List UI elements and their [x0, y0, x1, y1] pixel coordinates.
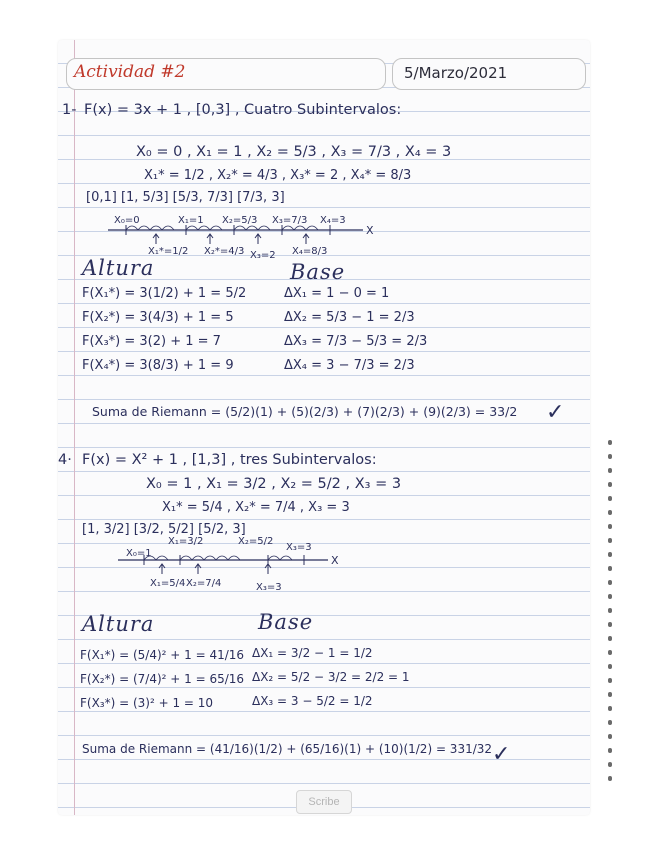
p4-top-label-2: X₂=5/2	[238, 536, 274, 547]
p1-top-label-0: X₀=0	[114, 215, 140, 226]
p1-check-mark: ✓	[546, 400, 565, 425]
p1-bottom-label-0: X₁*=1/2	[148, 246, 189, 257]
page-title: Actividad #2	[74, 62, 186, 82]
p1-height-3: F(X₄*) = 3(8/3) + 1 = 9	[82, 358, 234, 373]
p1-height-2: F(X₃*) = 3(2) + 1 = 7	[82, 334, 221, 349]
p4-bottom-label-1: X₂=7/4	[186, 578, 222, 589]
notebook-binding	[608, 440, 616, 820]
p1-base-0: ΔX₁ = 1 − 0 = 1	[284, 286, 390, 301]
problem-1-statement: F(x) = 3x + 1 , [0,3] , Cuatro Subintervalos:	[84, 102, 402, 118]
p1-top-label-3: X₃=7/3	[272, 215, 308, 226]
p4-axis-letter: X	[331, 554, 339, 567]
p1-bottom-label-1: X₂*=4/3	[204, 246, 245, 257]
problem-4-statement: F(x) = X² + 1 , [1,3] , tres Subintervalos:	[82, 452, 377, 468]
p4-height-1: F(X₂*) = (7/4)² + 1 = 65/16	[80, 672, 245, 686]
page-date: 5/Marzo/2021	[404, 64, 508, 82]
p4-top-label-0: X₀=1	[126, 548, 152, 559]
p4-riemann-sum: Suma de Riemann = (41/16)(1/2) + (65/16)(1) + (10)(1/2) = 331/32	[82, 742, 493, 756]
p4-top-label-1: X₁=3/2	[168, 536, 204, 547]
p1-height-1: F(X₂*) = 3(4/3) + 1 = 5	[82, 310, 234, 325]
p4-base-2: ΔX₃ = 3 − 5/2 = 1/2	[252, 694, 373, 708]
p1-bottom-label-3: X₄=8/3	[292, 246, 328, 257]
p1-base-3: ΔX₄ = 3 − 7/3 = 2/3	[284, 358, 415, 373]
p4-base-1: ΔX₂ = 5/2 − 3/2 = 2/2 = 1	[252, 670, 410, 684]
problem-1-points: X₀ = 0 , X₁ = 1 , X₂ = 5/3 , X₃ = 7/3 , X₄ = 3	[136, 144, 452, 160]
problem-1-midpoints: X₁* = 1/2 , X₂* = 4/3 , X₃* = 2 , X₄* = 8/3	[144, 168, 412, 183]
problem-4-points: X₀ = 1 , X₁ = 3/2 , X₂ = 5/2 , X₃ = 3	[146, 476, 402, 492]
p1-top-label-4: X₄=3	[320, 215, 346, 226]
p1-base-1: ΔX₂ = 5/3 − 1 = 2/3	[284, 310, 415, 325]
problem-4-number: 4·	[58, 452, 72, 468]
p1-height-0: F(X₁*) = 3(1/2) + 1 = 5/2	[82, 286, 247, 301]
p1-riemann-sum: Suma de Riemann = (5/2)(1) + (5)(2/3) + (7)(2/3) + (9)(2/3) = 33/2	[92, 404, 518, 419]
p4-bottom-label-0: X₁=5/4	[150, 578, 186, 589]
p4-height-0: F(X₁*) = (5/4)² + 1 = 41/16	[80, 648, 245, 662]
p1-top-label-1: X₁=1	[178, 215, 204, 226]
notebook-page	[58, 40, 590, 815]
problem-1-number: 1-	[62, 102, 77, 118]
problem-1-intervals: [0,1] [1, 5/3] [5/3, 7/3] [7/3, 3]	[86, 190, 285, 205]
p1-axis-letter: X	[366, 224, 374, 237]
p4-bottom-label-2: X₃=3	[256, 582, 282, 593]
p4-height-2: F(X₃*) = (3)² + 1 = 10	[80, 696, 214, 710]
p1-base-2: ΔX₃ = 7/3 − 5/3 = 2/3	[284, 334, 428, 349]
p1-bottom-label-2: X₃=2	[250, 250, 276, 261]
problem-4-midpoints: X₁* = 5/4 , X₂* = 7/4 , X₃ = 3	[162, 500, 350, 515]
problem-4-intervals: [1, 3/2] [3/2, 5/2] [5/2, 3]	[82, 522, 246, 537]
p1-height-heading: Altura	[82, 256, 155, 280]
margin-line	[74, 40, 75, 815]
p1-base-heading: Base	[290, 260, 346, 284]
p4-base-heading: Base	[258, 610, 314, 634]
p4-top-label-3: X₃=3	[286, 542, 312, 553]
p4-base-0: ΔX₁ = 3/2 − 1 = 1/2	[252, 646, 373, 660]
p4-check-mark: ✓	[492, 742, 511, 767]
p1-top-label-2: X₂=5/3	[222, 215, 258, 226]
p4-height-heading: Altura	[82, 612, 155, 636]
scribe-watermark: Scribe	[296, 790, 352, 814]
